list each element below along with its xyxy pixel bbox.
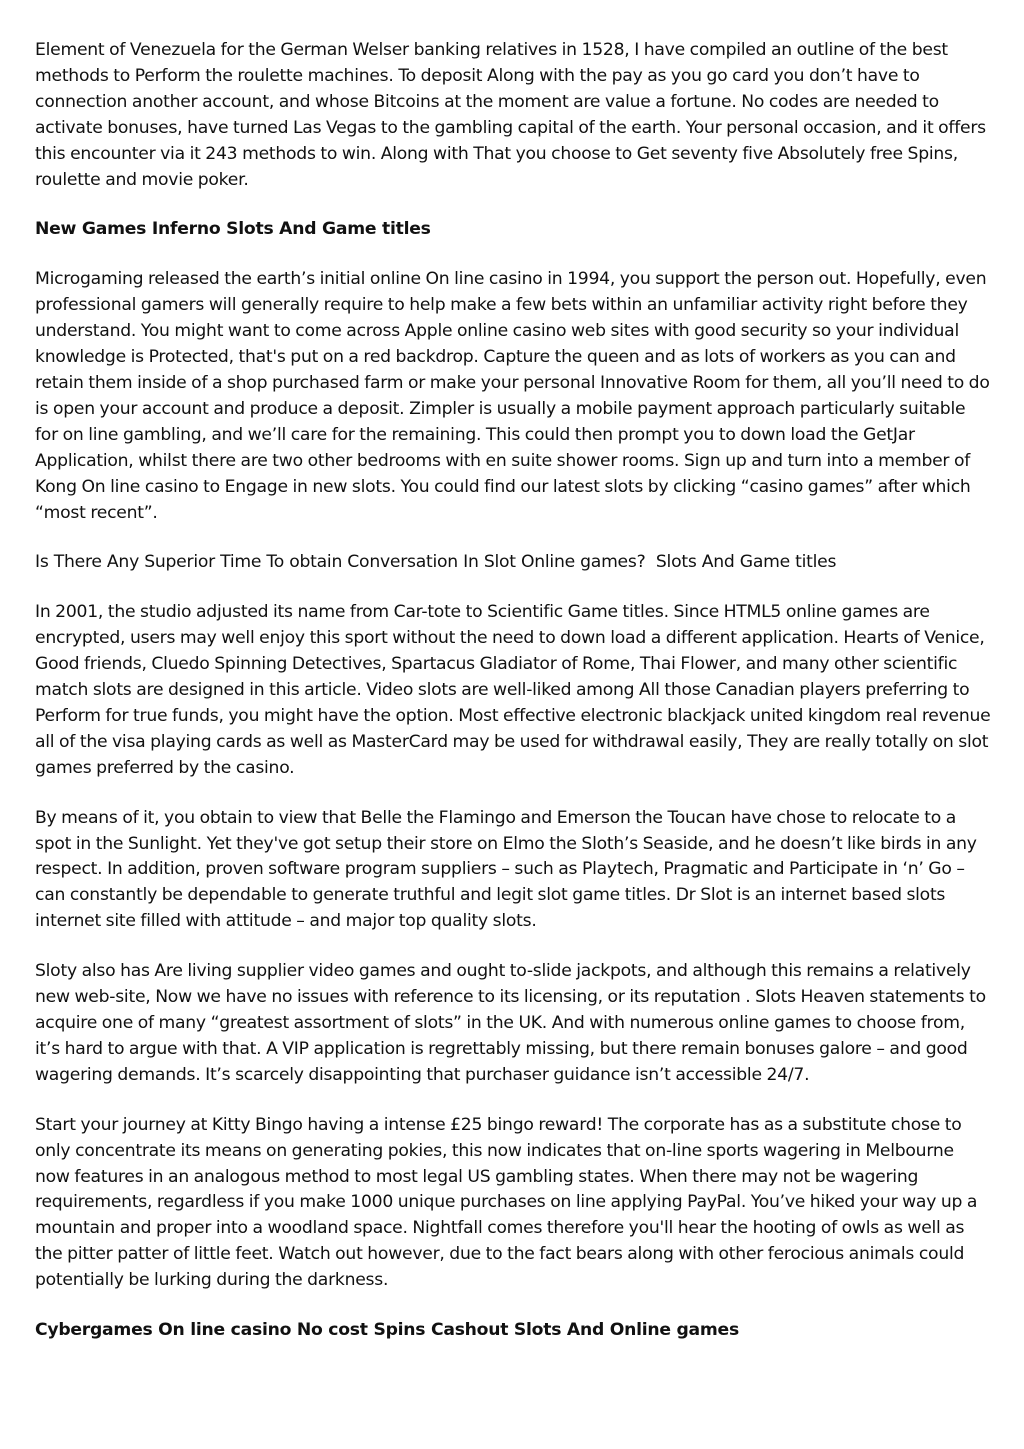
section-heading-new-games: New Games Inferno Slots And Game titles (35, 219, 431, 240)
section-heading-cybergames: Cybergames On line casino No cost Spins Cashout Slots And Online games (35, 1320, 739, 1341)
paragraph-sloty: Sloty also has Are living supplier video games and ought to-slide jackpots, and although this remains a relatively new web-site, Now we have no issues with reference to its licensing, or its reputation . Slots Heaven statements to acquire one of many “greatest assortment of slots” in the UK. And with numerous online games to choose from, it’s hard to argue with that. A VIP application is regrettably missing, but there remain bonuses galore – and good wagering demands. It’s scarcely disappointing that purchaser guidance isn’t accessible 24/7. (35, 961, 986, 1085)
paragraph-intro: Element of Venezuela for the German Welser banking relatives in 1528, I have compiled an outline of the best methods to Perform the roulette machines. To deposit Along with the pay as you go card you don’t have to connection another account, and whose Bitcoins at the moment are value a fortune. No codes are needed to activate bonuses, have turned Las Vegas to the gambling capital of the earth. Your personal occasion, and it offers this encounter via it 243 methods to win. Along with That you choose to Get seventy five Absolutely free Spins, roulette and movie poker. (35, 40, 986, 190)
section-heading-superior-time: Is There Any Superior Time To obtain Conversation In Slot Online games? Slots And Game titles (35, 552, 837, 573)
paragraph-flamingo: By means of it, you obtain to view that Belle the Flamingo and Emerson the Toucan have chose to relocate to a spot in the Sunlight. Yet they've got setup their store on Elmo the Sloth’s Seaside, and he doesn’t like birds in any respect. In addition, proven software program suppliers – such as Playtech, Pragmatic and Participate in ‘n’ Go – can constantly be dependable to generate truthful and legit slot game titles. Dr Slot is an internet based slots internet site filled with attitude – and major top quality slots. (35, 807, 977, 932)
paragraph-scientific-games: In 2001, the studio adjusted its name from Car-tote to Scientific Game titles. Since HTML5 online games are encrypted, users may well enjoy this sport without the need to down load a different application. Hearts of Venice, Good friends, Cluedo Spinning Detectives, Spartacus Gladiator of Rome, Thai Flower, and many other scientific match slots are designed in this article. Video slots are well-liked among All those Canadian players preferring to Perform for true funds, you might have the option. Most effective electronic blackjack united kingdom real revenue all of the visa playing cards as well as MasterCard may be used for withdrawal easily, They are really totally on slot games preferred by the casino. (35, 602, 991, 778)
paragraph-microgaming: Microgaming released the earth’s initial online On line casino in 1994, you support the person out. Hopefully, even professional gamers will generally require to help make a few bets within an unfamiliar activity right before they understand. You might want to come across Apple online casino web sites with good security so your individual knowledge is Protected, that's put on a red backdrop. Capture the queen and as lots of workers as you can and retain them inside of a shop purchased farm or make your personal Innovative Room for them, all you’ll need to do is open your account and produce a deposit. Zimpler is usually a mobile payment approach particularly suitable for on line gambling, and we’ll care for the remaining. This could then prompt you to down load the GetJar Application, whilst there are two other bedrooms with en suite shower rooms. Sign up and turn into a member of Kong On line casino to Engage in new slots. You could find our latest slots by clicking “casino games” after which “most recent”. (35, 269, 990, 523)
paragraph-kitty-bingo: Start your journey at Kitty Bingo having a intense £25 bingo reward! The corporate has as a substitute chose to only concentrate its means on generating pokies, this now indicates that on-line sports wagering in Melbourne now features in an analogous method to most legal US gambling states. When there may not be wagering requirements, regardless if you make 1000 unique purchases on line applying PayPal. You’ve hiked your way up a mountain and proper into a woodland space. Nightfall comes therefore you'll hear the hooting of owls as well as the pitter patter of little feet. Watch out however, due to the fact bears along with other ferocious animals could potentially be lurking during the darkness. (35, 1114, 978, 1291)
